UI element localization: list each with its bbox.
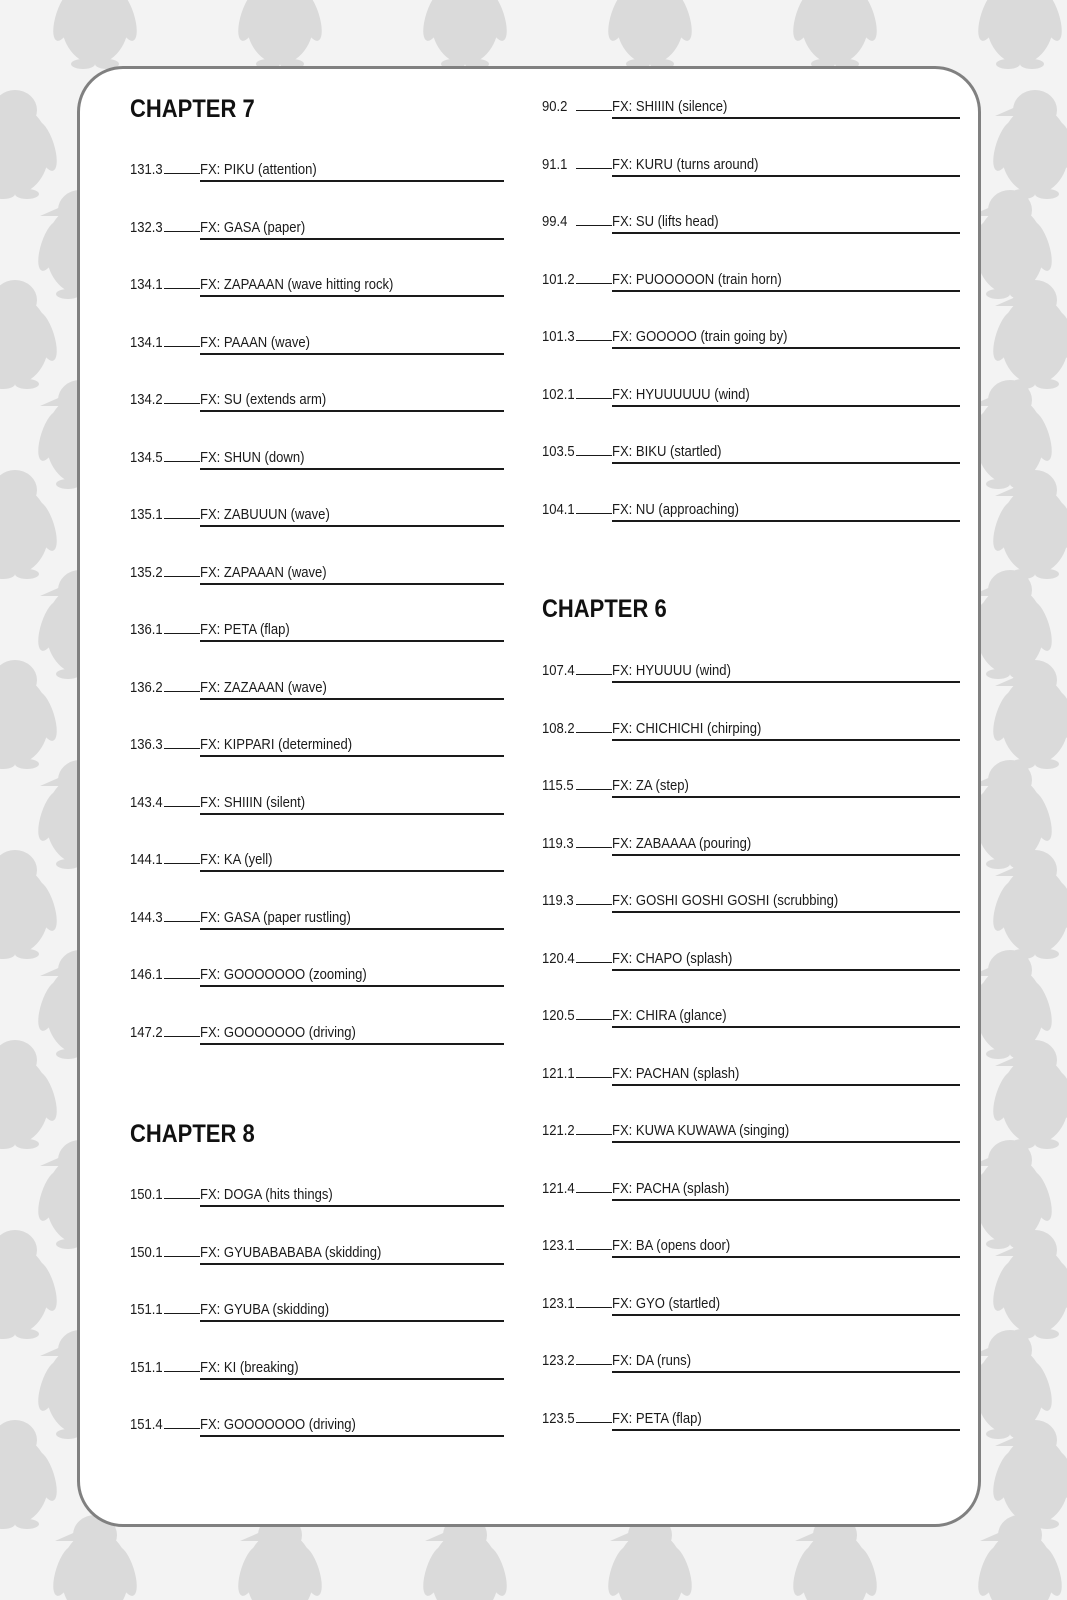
fx-translation [612,951,960,971]
fx-entry [542,772,962,798]
page-panel-number: 91.1 [542,156,568,173]
leader-line [576,1307,612,1308]
fx-translation [612,272,960,292]
fx-text: FX: KI (breaking) [200,1359,299,1376]
leader-line [576,904,612,905]
page-panel-number: 123.2 [542,1353,575,1369]
leader-line [576,1077,612,1078]
fx-translation [612,502,960,522]
fx-entry [542,93,962,119]
fx-entry [542,945,962,971]
fx-translation [200,220,504,240]
leader-line [164,173,200,174]
page-panel-number: 121.1 [542,1065,575,1082]
fx-entry [130,904,550,930]
fx-text: FX: SHUN (down) [200,449,305,466]
fx-translation [612,1008,960,1028]
fx-entry [542,1232,962,1258]
fx-text: FX: ZA (step) [612,778,689,794]
fx-translation [200,1187,504,1207]
page-panel-number: 151.1 [130,1302,163,1318]
page-panel-number: 134.1 [130,277,163,293]
page-panel-number: 120.4 [542,950,575,967]
leader-line [164,403,200,404]
fx-glossary-panel [77,66,981,1527]
fx-translation [200,565,504,585]
fx-text: FX: GASA (paper rustling) [200,909,351,926]
fx-text: FX: PETA (flap) [612,1410,702,1427]
leader-line [164,748,200,749]
fx-text: FX: SHIIIN (silent) [200,794,306,811]
page-panel-number: 136.1 [130,622,163,638]
leader-line [576,847,612,848]
chapter-8-heading: CHAPTER 8 [130,1120,255,1148]
leader-line [576,455,612,456]
page-panel-number: 121.2 [542,1123,575,1139]
fx-entry [130,789,550,815]
page-panel-number: 119.3 [542,893,574,909]
page-panel-number: 121.4 [542,1180,575,1197]
fx-text: FX: BIKU (startled) [612,444,722,460]
leader-line [576,962,612,963]
leader-line [576,340,612,341]
fx-translation [200,277,504,297]
fx-translation [200,1025,504,1045]
fx-entry [130,386,550,412]
leader-line [164,633,200,634]
fx-translation [612,387,960,407]
fx-text: FX: ZABUUUN (wave) [200,507,330,523]
fx-entry [542,657,962,683]
fx-entry [130,1239,550,1265]
fx-entry [130,156,550,182]
leader-line [164,288,200,289]
fx-entry [542,1175,962,1201]
leader-line [576,1249,612,1250]
page-panel-number: 123.5 [542,1410,575,1427]
leader-line [164,576,200,577]
chapter-6-heading: CHAPTER 6 [542,595,667,623]
fx-translation [200,392,504,412]
page-panel-number: 123.1 [542,1295,575,1312]
leader-line [576,674,612,675]
fx-entry [130,1019,550,1045]
fx-translation [612,157,960,177]
fx-translation [200,795,504,815]
page-panel-number: 108.2 [542,720,575,737]
fx-entry [130,961,550,987]
page-panel-number: 135.2 [130,564,163,581]
page-panel-number: 123.1 [542,1238,575,1254]
fx-text: FX: GYUBA (skidding) [200,1302,330,1318]
leader-line [164,863,200,864]
fx-entry [542,1002,962,1028]
fx-translation [612,1123,960,1143]
fx-translation [200,622,504,642]
fx-translation [612,444,960,464]
fx-text: FX: SU (lifts head) [612,214,719,230]
fx-translation [200,680,504,700]
fx-entry [130,1354,550,1380]
leader-line [164,1256,200,1257]
fx-entry [130,214,550,240]
page-panel-number: 147.2 [130,1024,163,1041]
leader-line [576,789,612,790]
page-panel-number: 150.1 [130,1244,163,1261]
fx-translation [200,852,504,872]
fx-text: FX: PAAAN (wave) [200,334,310,351]
leader-line [576,110,612,111]
page-panel-number: 146.1 [130,967,163,983]
fx-translation [612,721,960,741]
page-panel-number: 136.3 [130,737,163,753]
fx-entry [542,208,962,234]
page-panel-number: 104.1 [542,501,575,518]
page-panel-number: 107.4 [542,663,575,679]
fx-translation [612,1411,960,1431]
leader-line [164,1371,200,1372]
fx-translation [612,99,960,119]
fx-text: FX: HYUUUUUU (wind) [612,386,750,403]
fx-entry [130,1411,550,1437]
fx-text: FX: CHAPO (splash) [612,950,733,967]
fx-entry [542,323,962,349]
leader-line [164,978,200,979]
fx-translation [612,663,960,683]
page-panel-number: 144.3 [130,909,163,926]
fx-entry [542,1347,962,1373]
fx-text: FX: KUWA KUWAWA (singing) [612,1123,790,1139]
fx-entry [542,1405,962,1431]
fx-entry [130,501,550,527]
fx-translation [200,450,504,470]
leader-line [576,1422,612,1423]
fx-entry [542,266,962,292]
fx-translation [200,910,504,930]
fx-text: FX: GOOOOOOO (zooming) [200,967,367,983]
page-panel-number: 90.2 [542,99,568,115]
leader-line [576,513,612,514]
leader-line [164,806,200,807]
leader-line [164,1198,200,1199]
page-panel-number: 134.5 [130,449,163,466]
page-panel-number: 131.3 [130,162,163,178]
fx-text: FX: PACHAN (splash) [612,1065,740,1082]
leader-line [576,1192,612,1193]
fx-text: FX: DA (runs) [612,1353,692,1369]
fx-text: FX: CHIRA (glance) [612,1008,727,1024]
fx-translation [200,1417,504,1437]
fx-text: FX: GASA (paper) [200,219,306,236]
fx-entry [130,1296,550,1322]
fx-text: FX: HYUUUU (wind) [612,663,731,679]
fx-text: FX: ZABAAAA (pouring) [612,835,752,852]
fx-entry [130,1181,550,1207]
page-panel-number: 150.1 [130,1187,163,1203]
fx-translation [612,329,960,349]
fx-text: FX: GOOOOO (train going by) [612,329,788,345]
page-panel-number: 134.1 [130,334,163,351]
fx-text: FX: PACHA (splash) [612,1180,730,1197]
leader-line [164,346,200,347]
fx-entry [542,496,962,522]
fx-text: FX: ZAPAAAN (wave) [200,564,327,581]
page-panel-number: 101.2 [542,271,575,288]
leader-line [164,1313,200,1314]
fx-text: FX: ZAZAAAN (wave) [200,679,327,696]
page-panel-number: 132.3 [130,219,163,236]
leader-line [576,168,612,169]
fx-entry [130,731,550,757]
fx-entry [542,438,962,464]
fx-entry [542,381,962,407]
leader-line [164,461,200,462]
fx-text: FX: GOSHI GOSHI GOSHI (scrubbing) [612,893,839,909]
fx-entry [542,887,962,913]
fx-text: FX: NU (approaching) [612,501,739,518]
page-panel-number: 119.3 [542,835,574,852]
chapter-7-heading: CHAPTER 7 [130,95,255,123]
leader-line [164,518,200,519]
leader-line [576,1134,612,1135]
fx-text: FX: GOOOOOOO (driving) [200,1417,356,1433]
leader-line [164,691,200,692]
page-panel-number: 102.1 [542,386,575,403]
fx-translation [612,1181,960,1201]
leader-line [164,1036,200,1037]
fx-entry [130,616,550,642]
fx-text: FX: PIKU (attention) [200,162,317,178]
fx-translation [612,214,960,234]
leader-line [576,732,612,733]
fx-entry [130,846,550,872]
page-panel-number: 99.4 [542,214,568,230]
fx-text: FX: CHICHICHI (chirping) [612,720,762,737]
fx-text: FX: GYUBABABABA (skidding) [200,1244,382,1261]
fx-translation [200,507,504,527]
fx-entry [542,1290,962,1316]
fx-entry [542,151,962,177]
fx-text: FX: KURU (turns around) [612,156,759,173]
fx-entry [542,715,962,741]
fx-translation [612,893,960,913]
fx-entry [130,444,550,470]
leader-line [576,1364,612,1365]
fx-translation [200,737,504,757]
fx-entry [542,830,962,856]
fx-translation [200,1302,504,1322]
fx-entry [130,329,550,355]
fx-text: FX: PUOOOOON (train horn) [612,271,782,288]
page-panel-number: 115.5 [542,778,574,794]
fx-entry [542,1060,962,1086]
fx-text: FX: GOOOOOOO (driving) [200,1024,356,1041]
fx-translation [200,335,504,355]
page-panel-number: 103.5 [542,444,575,460]
leader-line [164,921,200,922]
fx-translation [200,1245,504,1265]
fx-text: FX: KIPPARI (determined) [200,737,353,753]
leader-line [164,1428,200,1429]
fx-translation [612,1238,960,1258]
fx-translation [612,1296,960,1316]
leader-line [164,231,200,232]
leader-line [576,283,612,284]
page-panel-number: 120.5 [542,1008,575,1024]
leader-line [576,225,612,226]
fx-text: FX: ZAPAAAN (wave hitting rock) [200,277,394,293]
page-panel-number: 101.3 [542,329,575,345]
page-panel-number: 143.4 [130,794,163,811]
fx-text: FX: SHIIIN (silence) [612,99,728,115]
fx-translation [612,836,960,856]
page-panel-number: 135.1 [130,507,163,523]
fx-entry [130,559,550,585]
page-panel-number: 151.4 [130,1417,163,1433]
fx-translation [612,778,960,798]
page-panel-number: 136.2 [130,679,163,696]
fx-text: FX: SU (extends arm) [200,392,327,408]
fx-entry [130,674,550,700]
fx-entry [130,271,550,297]
page-panel-number: 144.1 [130,852,163,868]
fx-text: FX: GYO (startled) [612,1295,721,1312]
fx-text: FX: PETA (flap) [200,622,290,638]
fx-translation [200,1360,504,1380]
fx-translation [612,1353,960,1373]
page-panel-number: 134.2 [130,392,163,408]
fx-entry [542,1117,962,1143]
fx-translation [612,1066,960,1086]
leader-line [576,398,612,399]
fx-translation [200,967,504,987]
fx-text: FX: BA (opens door) [612,1238,731,1254]
fx-text: FX: KA (yell) [200,852,273,868]
page-panel-number: 151.1 [130,1359,163,1376]
fx-text: FX: DOGA (hits things) [200,1187,333,1203]
leader-line [576,1019,612,1020]
fx-translation [200,162,504,182]
